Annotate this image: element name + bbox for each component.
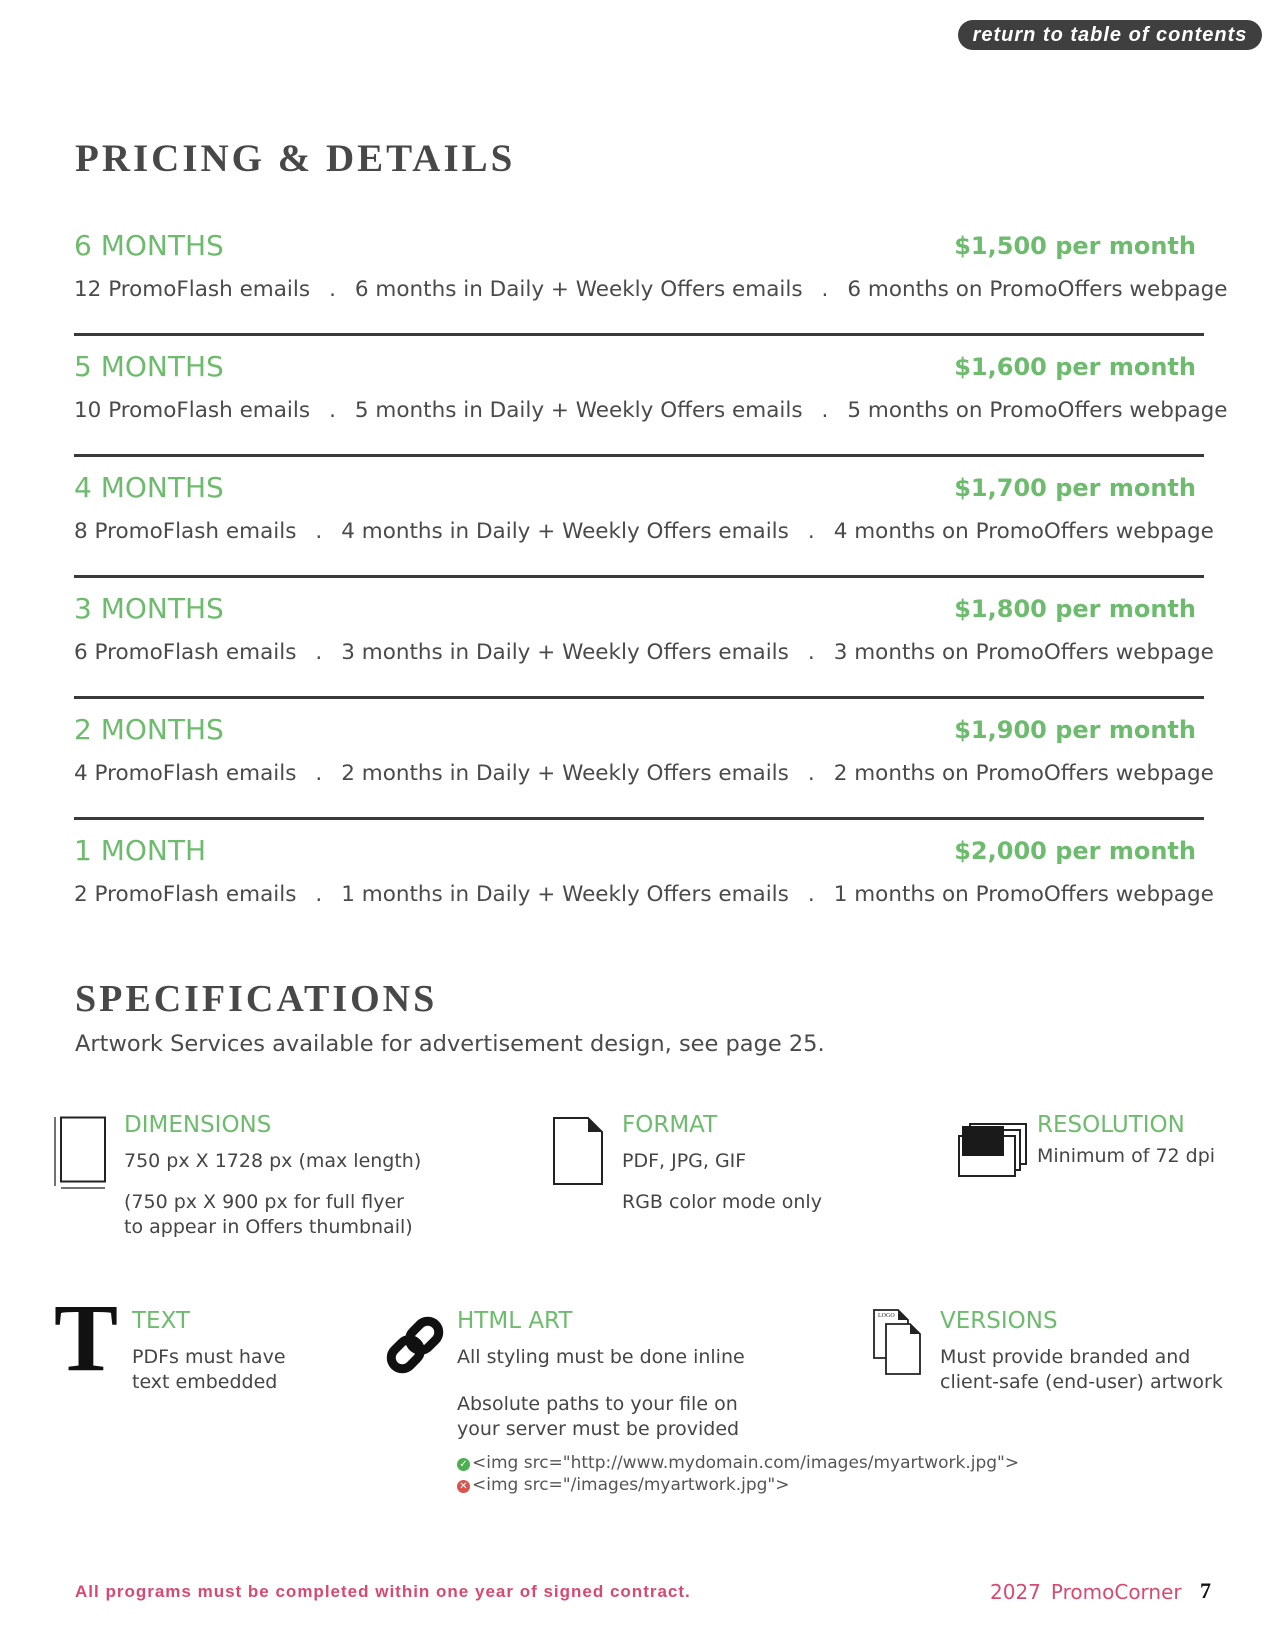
spec-format — [622, 1112, 822, 1215]
spec-line: 750 px X 1728 px (max length) — [124, 1150, 422, 1172]
price-label: $2,000 per month — [954, 837, 1196, 865]
footer-brand — [990, 1580, 1182, 1604]
detail-separator: . — [315, 882, 323, 907]
price-label: $1,600 per month — [954, 353, 1196, 381]
pricing-details — [74, 640, 1214, 665]
code-text: <img src="http://www.mydomain.com/images/myartwork.jpg"> — [472, 1453, 1020, 1473]
spec-line: Must provide branded and — [940, 1346, 1191, 1368]
spec-line: All styling must be done inline — [457, 1346, 745, 1368]
link-icon — [380, 1310, 450, 1380]
spec-line: client-safe (end-user) artwork — [940, 1371, 1223, 1393]
detail-item: 10 PromoFlash emails — [74, 398, 311, 423]
detail-item: 1 months in Daily + Weekly Offers emails — [341, 882, 789, 907]
spec-dimensions — [124, 1112, 421, 1240]
duration-label: 1 MONTH — [74, 834, 207, 867]
spec-title: TEXT — [132, 1308, 190, 1334]
return-to-toc-button[interactable]: return to table of contents — [958, 20, 1262, 50]
spec-title: FORMAT — [622, 1112, 718, 1138]
price-label: $1,900 per month — [954, 716, 1196, 744]
text-t-icon: T — [54, 1284, 119, 1391]
pricing-row — [74, 709, 1214, 830]
pricing-row — [74, 467, 1214, 588]
page-dimensions-icon — [54, 1116, 108, 1192]
spec-title: DIMENSIONS — [124, 1112, 272, 1138]
detail-item: 6 months on PromoOffers webpage — [847, 277, 1228, 302]
detail-separator: . — [329, 398, 336, 423]
detail-separator: . — [821, 398, 829, 423]
spec-versions — [940, 1308, 1223, 1395]
detail-separator: . — [807, 882, 815, 907]
pricing-details — [74, 882, 1214, 907]
code-text: <img src="/images/myartwork.jpg"> — [472, 1475, 790, 1495]
spec-text — [132, 1308, 286, 1395]
price-label: $1,500 per month — [954, 232, 1196, 260]
layered-images-icon — [958, 1122, 1028, 1178]
pricing-details — [74, 398, 1228, 423]
pricing-list — [74, 225, 1228, 951]
detail-item: 2 PromoFlash emails — [74, 882, 297, 907]
detail-separator: . — [329, 277, 336, 302]
detail-item: 4 PromoFlash emails — [74, 761, 297, 786]
detail-item: 5 months on PromoOffers webpage — [847, 398, 1228, 423]
duration-label: 6 MONTHS — [74, 229, 224, 262]
detail-separator: . — [315, 519, 323, 544]
spec-line: PDFs must have — [132, 1346, 286, 1368]
pricing-details — [74, 519, 1214, 544]
duration-label: 2 MONTHS — [74, 713, 224, 746]
duration-label: 5 MONTHS — [74, 350, 224, 383]
pricing-row — [74, 830, 1214, 951]
spec-line: PDF, JPG, GIF — [622, 1150, 747, 1172]
detail-item: 3 months in Daily + Weekly Offers emails — [341, 640, 789, 665]
price-label: $1,800 per month — [954, 595, 1196, 623]
pricing-details — [74, 277, 1228, 302]
good-code-example — [457, 1453, 1019, 1473]
spec-html-art — [457, 1308, 745, 1442]
duration-label: 3 MONTHS — [74, 592, 224, 625]
pricing-title: PRICING & DETAILS — [75, 137, 516, 180]
check-circle-icon: ✓ — [457, 1458, 470, 1471]
detail-separator: . — [807, 519, 815, 544]
footer-note: All programs must be completed within one year of signed contract. — [75, 1582, 691, 1601]
detail-item: 12 PromoFlash emails — [74, 277, 311, 302]
detail-item: 5 months in Daily + Weekly Offers emails — [354, 398, 803, 423]
detail-item: 1 months on PromoOffers webpage — [833, 882, 1214, 907]
detail-separator: . — [807, 761, 815, 786]
spec-line: text embedded — [132, 1371, 278, 1393]
spec-line: Absolute paths to your file on — [457, 1393, 738, 1415]
pricing-row — [74, 225, 1228, 346]
pricing-row — [74, 346, 1228, 467]
specifications-subtitle: Artwork Services available for advertisement design, see page 25. — [75, 1031, 825, 1057]
two-documents-logo-icon — [872, 1308, 926, 1378]
price-label: $1,700 per month — [954, 474, 1196, 502]
spec-line: to appear in Offers thumbnail) — [124, 1216, 413, 1238]
spec-title: VERSIONS — [940, 1308, 1058, 1334]
document-icon — [552, 1116, 604, 1186]
duration-label: 4 MONTHS — [74, 471, 224, 504]
detail-separator: . — [807, 640, 815, 665]
detail-separator: . — [315, 640, 323, 665]
detail-item: 6 months in Daily + Weekly Offers emails — [354, 277, 803, 302]
detail-item: 4 months on PromoOffers webpage — [833, 519, 1214, 544]
pricing-row — [74, 588, 1214, 709]
detail-separator: . — [821, 277, 829, 302]
detail-item: 4 months in Daily + Weekly Offers emails — [341, 519, 789, 544]
detail-separator: . — [315, 761, 323, 786]
pricing-details — [74, 761, 1214, 786]
bad-code-example — [457, 1475, 789, 1495]
x-circle-icon: ✕ — [457, 1480, 470, 1493]
specifications-title: SPECIFICATIONS — [75, 978, 438, 1020]
svg-text:LOGO: LOGO — [878, 1313, 895, 1319]
page-number: 7 — [1200, 1578, 1211, 1603]
spec-line: (750 px X 900 px for full flyer — [124, 1191, 404, 1213]
spec-line: Minimum of 72 dpi — [1037, 1145, 1216, 1167]
spec-resolution — [1037, 1112, 1215, 1169]
spec-title: HTML ART — [457, 1308, 573, 1334]
spec-title: RESOLUTION — [1037, 1112, 1185, 1138]
spec-line: your server must be provided — [457, 1418, 740, 1440]
footer-year: 2027 — [990, 1580, 1041, 1604]
detail-item: 2 months in Daily + Weekly Offers emails — [341, 761, 789, 786]
detail-item: 2 months on PromoOffers webpage — [833, 761, 1214, 786]
footer-brand-name: PromoCorner — [1050, 1580, 1182, 1604]
detail-item: 6 PromoFlash emails — [74, 640, 297, 665]
detail-item: 8 PromoFlash emails — [74, 519, 297, 544]
spec-line: RGB color mode only — [622, 1191, 822, 1213]
detail-item: 3 months on PromoOffers webpage — [833, 640, 1214, 665]
